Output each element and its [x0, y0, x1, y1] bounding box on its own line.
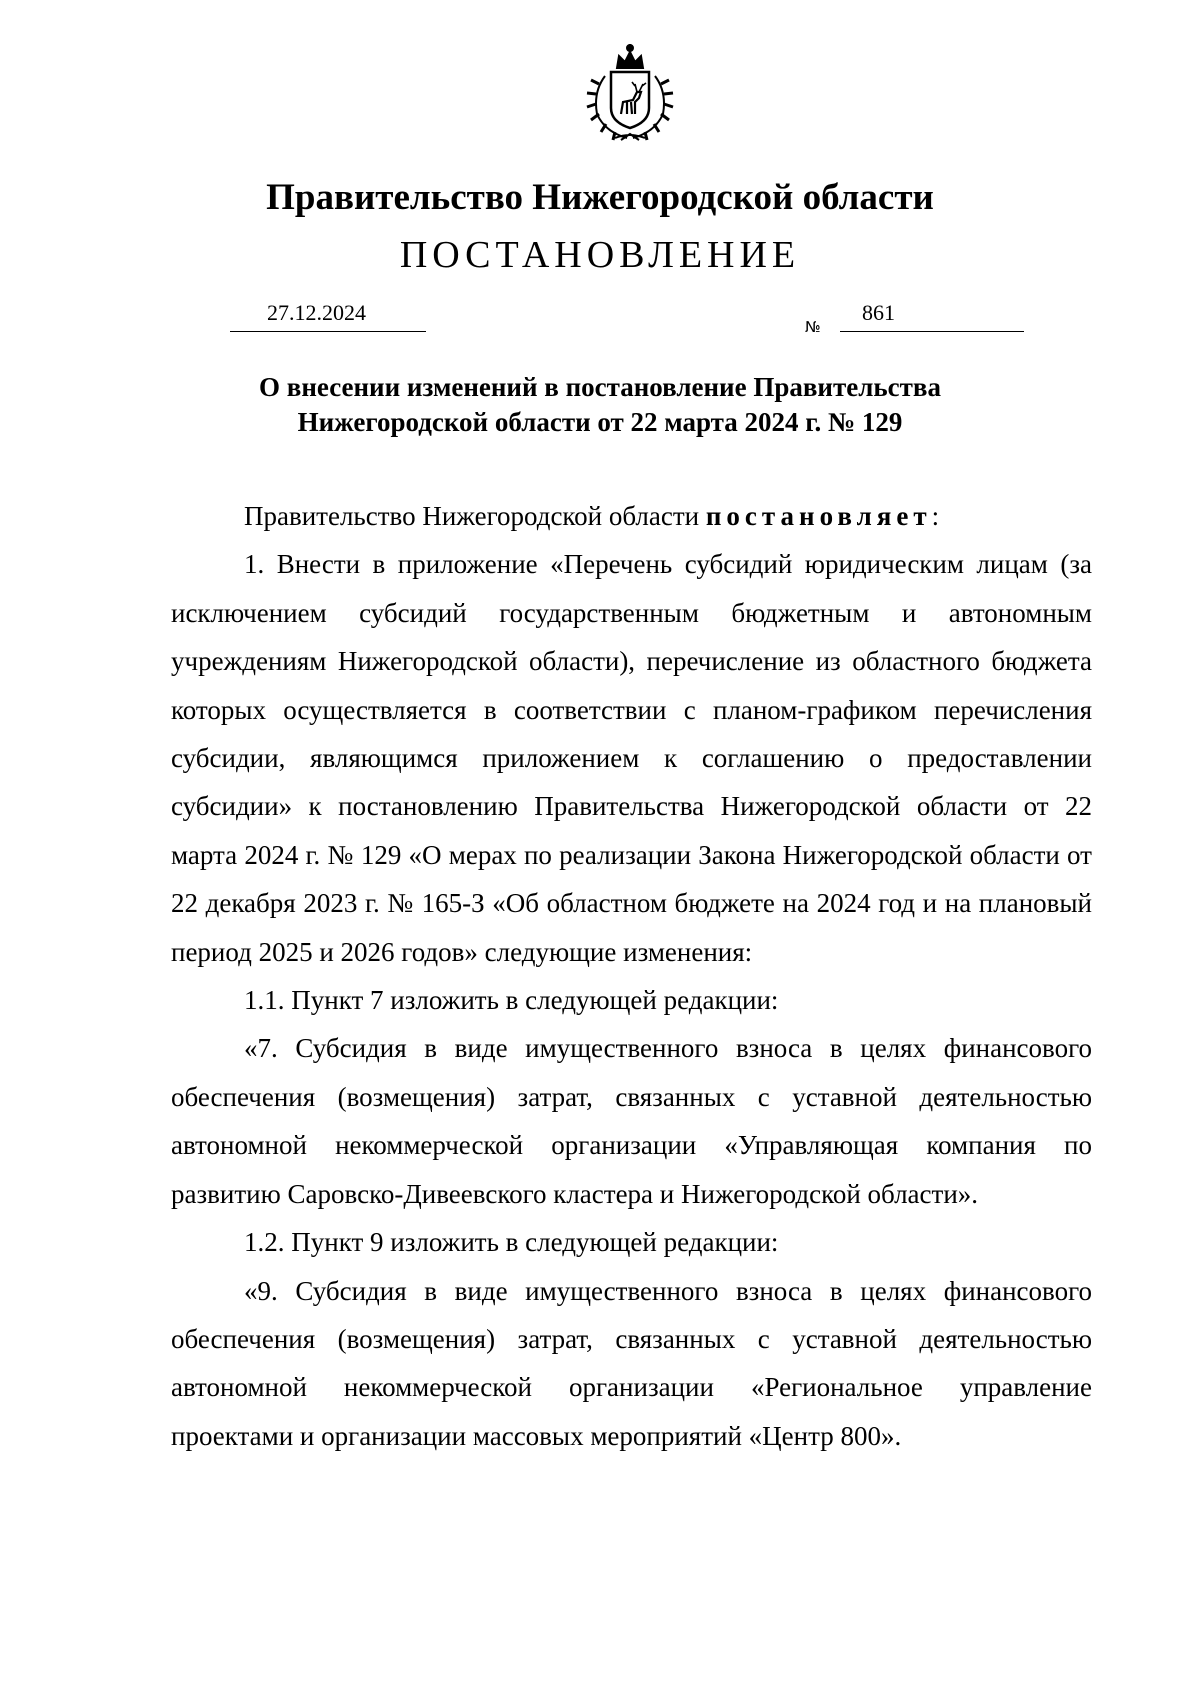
subject-line-2: Нижегородской области от 22 марта 2024 г. № 129 — [297, 407, 903, 437]
preamble-colon: : — [931, 501, 940, 531]
document-date: 27.12.2024 — [267, 300, 366, 325]
preamble — [171, 492, 1092, 540]
number-sign: № — [805, 318, 821, 336]
document-body — [171, 492, 1092, 1460]
paragraph-item-1-2: 1.2. Пункт 9 изложить в следующей редакции: — [244, 1227, 779, 1258]
paragraph-item-1-1: 1.1. Пункт 7 изложить в следующей редакции: — [244, 985, 779, 1016]
preamble-text: Правительство Нижегородской области — [244, 501, 706, 531]
preamble-verb: постановляет — [705, 501, 932, 531]
coat-of-arms-icon — [575, 42, 685, 144]
document-number: 861 — [862, 300, 895, 325]
subject-line-1: О внесении изменений в постановление Правительства — [259, 372, 941, 402]
paragraph-item-1-2-text: «9. Субсидия в виде имущественного взноса в целях финансового обеспечения (возмещения) затрат, связанных с уставной деятельностью автономной некоммерческой организации «Региональное управление проектами и организации массовых мероприятий «Центр 800». — [171, 1275, 1092, 1451]
document-subject — [0, 370, 1200, 440]
paragraph-item-1: 1. Внести в приложение «Перечень субсидий юридическим лицам (за исключением субсидий государственным бюджетным и автономным учреждениям Нижегородской области), перечисление из областного бюджета которых осуществляется в соответствии с планом-графиком перечисления субсидии, являющимся приложением к соглашению о предоставлении субсидии» к постановлению Правительства Нижегородской области от 22 марта 2024 г. № 129 «О мерах по реализации Закона Нижегородской области от 22 декабря 2023 г. № 165-З «Об областном бюджете на 2024 год и на плановый период 2025 и 2026 годов» следующие изменения: — [171, 549, 1092, 967]
paragraph-item-1-1-text: «7. Субсидия в виде имущественного взноса в целях финансового обеспечения (возмещения) затрат, связанных с уставной деятельностью автономной некоммерческой организации «Управляющая компания по развитию Саровско-Дивеевского кластера и Нижегородской области». — [171, 1033, 1092, 1209]
date-underline — [230, 331, 426, 332]
organization-title: Правительство Нижегородской области — [266, 177, 934, 218]
number-underline — [840, 331, 1024, 332]
document-type: ПОСТАНОВЛЕНИЕ — [399, 234, 801, 276]
